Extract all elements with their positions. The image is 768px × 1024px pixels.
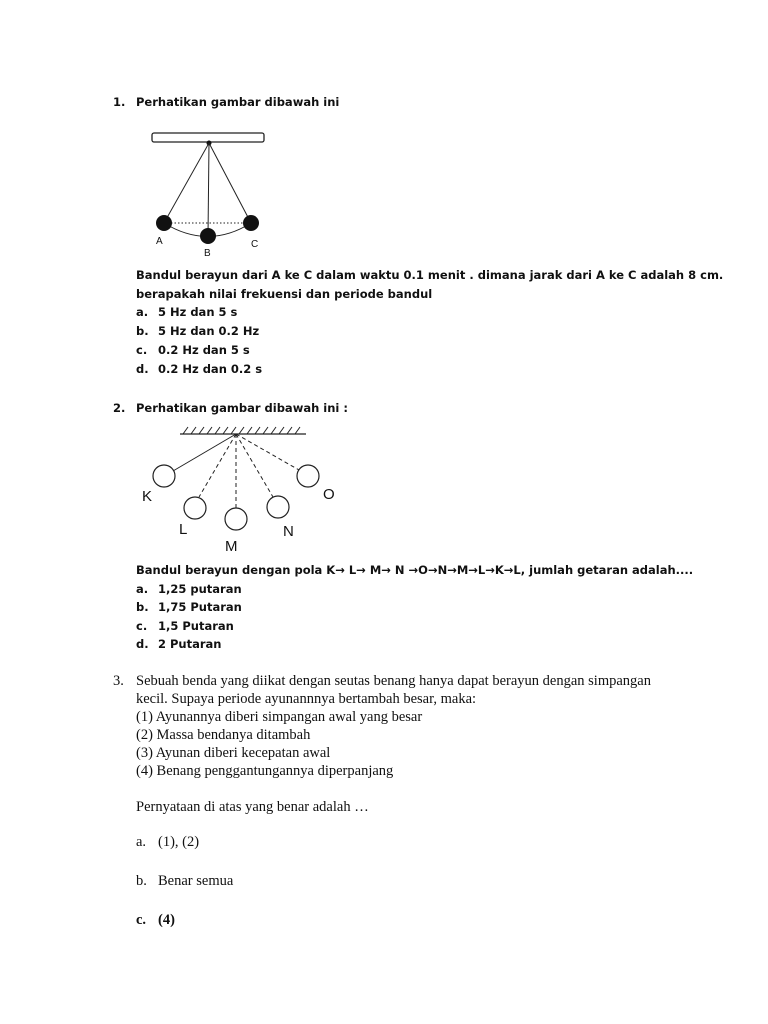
pendulum-2-string-l	[199, 434, 236, 497]
q2-option-letter-c: c.	[136, 619, 148, 633]
pendulum-1-label-c: C	[251, 239, 259, 250]
q3-line1: Sebuah benda yang diikat dengan seutas benang hanya dapat berayun dengan simpangan	[136, 673, 651, 689]
q3-statement-3: (3) Ayunan diberi kecepatan awal	[136, 745, 331, 761]
q2-option-text-b: 1,75 Putaran	[158, 600, 242, 614]
pendulum-2-label-o: O	[323, 486, 335, 503]
q3-option-text-b: Benar semua	[158, 873, 234, 889]
q2-number: 2.	[113, 401, 126, 415]
q3-option-text-a: (1), (2)	[158, 834, 200, 850]
q3-option-text-c: (4)	[158, 912, 175, 928]
q1-option-text-a: 5 Hz dan 5 s	[158, 305, 238, 319]
q3-question: Pernyataan di atas yang benar adalah …	[136, 799, 369, 815]
q3-statement-1: (1) Ayunannya diberi simpangan awal yang besar	[136, 709, 423, 725]
q1-option-letter-c: c.	[136, 343, 148, 357]
q2-option-letter-b: b.	[136, 600, 149, 614]
pendulum-2-bob-l	[184, 497, 206, 519]
q2-option-text-c: 1,5 Putaran	[158, 619, 234, 633]
q2-question: Bandul berayun dengan pola K→ L→ M→ N →O→N→M→L→K→L, jumlah getaran adalah....	[136, 563, 694, 577]
pendulum-2-string-n	[236, 434, 273, 497]
pendulum-2-label-k: K	[142, 488, 153, 505]
q1-question-line2: berapakah nilai frekuensi dan periode bandul	[136, 287, 433, 301]
q2-prompt: Perhatikan gambar dibawah ini :	[136, 401, 348, 415]
q2-option-text-a: 1,25 putaran	[158, 582, 242, 596]
pendulum-2-bob-k	[153, 465, 175, 487]
pendulum-2-string-k	[173, 434, 236, 471]
q1-option-letter-b: b.	[136, 324, 149, 338]
q3-number: 3.	[113, 673, 124, 689]
pendulum-2-label-m: M	[225, 538, 238, 555]
q1-option-text-c: 0.2 Hz dan 5 s	[158, 343, 250, 357]
pendulum-2-bob-n	[267, 496, 289, 518]
pendulum-1-label-a: A	[156, 236, 163, 247]
q1-option-letter-d: d.	[136, 362, 149, 376]
pendulum-2-bob-o	[297, 465, 319, 487]
q3-option-letter-c: c.	[136, 912, 147, 928]
pendulum-2-label-l: L	[179, 521, 188, 538]
pendulum-1-label-b: B	[204, 248, 211, 259]
q2-option-letter-a: a.	[136, 582, 149, 596]
q3-line2: kecil. Supaya periode ayunannnya bertambah besar, maka:	[136, 691, 477, 707]
q2-option-letter-d: d.	[136, 637, 149, 651]
q1-option-letter-a: a.	[136, 305, 149, 319]
q1-number: 1.	[113, 95, 126, 109]
q1-prompt: Perhatikan gambar dibawah ini	[136, 95, 340, 109]
q3-statement-4: (4) Benang penggantungannya diperpanjang	[136, 763, 394, 779]
q1-option-text-d: 0.2 Hz dan 0.2 s	[158, 362, 263, 376]
pendulum-2-bob-m	[225, 508, 247, 530]
q3-option-letter-b: b.	[136, 873, 147, 889]
pendulum-2-label-n: N	[283, 523, 294, 540]
q1-question-line1: Bandul berayun dari A ke C dalam waktu 0.1 menit . dimana jarak dari A ke C adalah 8 cm.	[136, 268, 724, 282]
q3-statement-2: (2) Massa bendanya ditambah	[136, 727, 311, 743]
q3-option-letter-a: a.	[136, 834, 147, 850]
pendulum-2-string-o	[236, 434, 299, 470]
q2-option-text-d: 2 Putaran	[158, 637, 222, 651]
q1-option-text-b: 5 Hz dan 0.2 Hz	[158, 324, 260, 338]
pendulum-2-ceiling-hatch	[183, 427, 300, 434]
